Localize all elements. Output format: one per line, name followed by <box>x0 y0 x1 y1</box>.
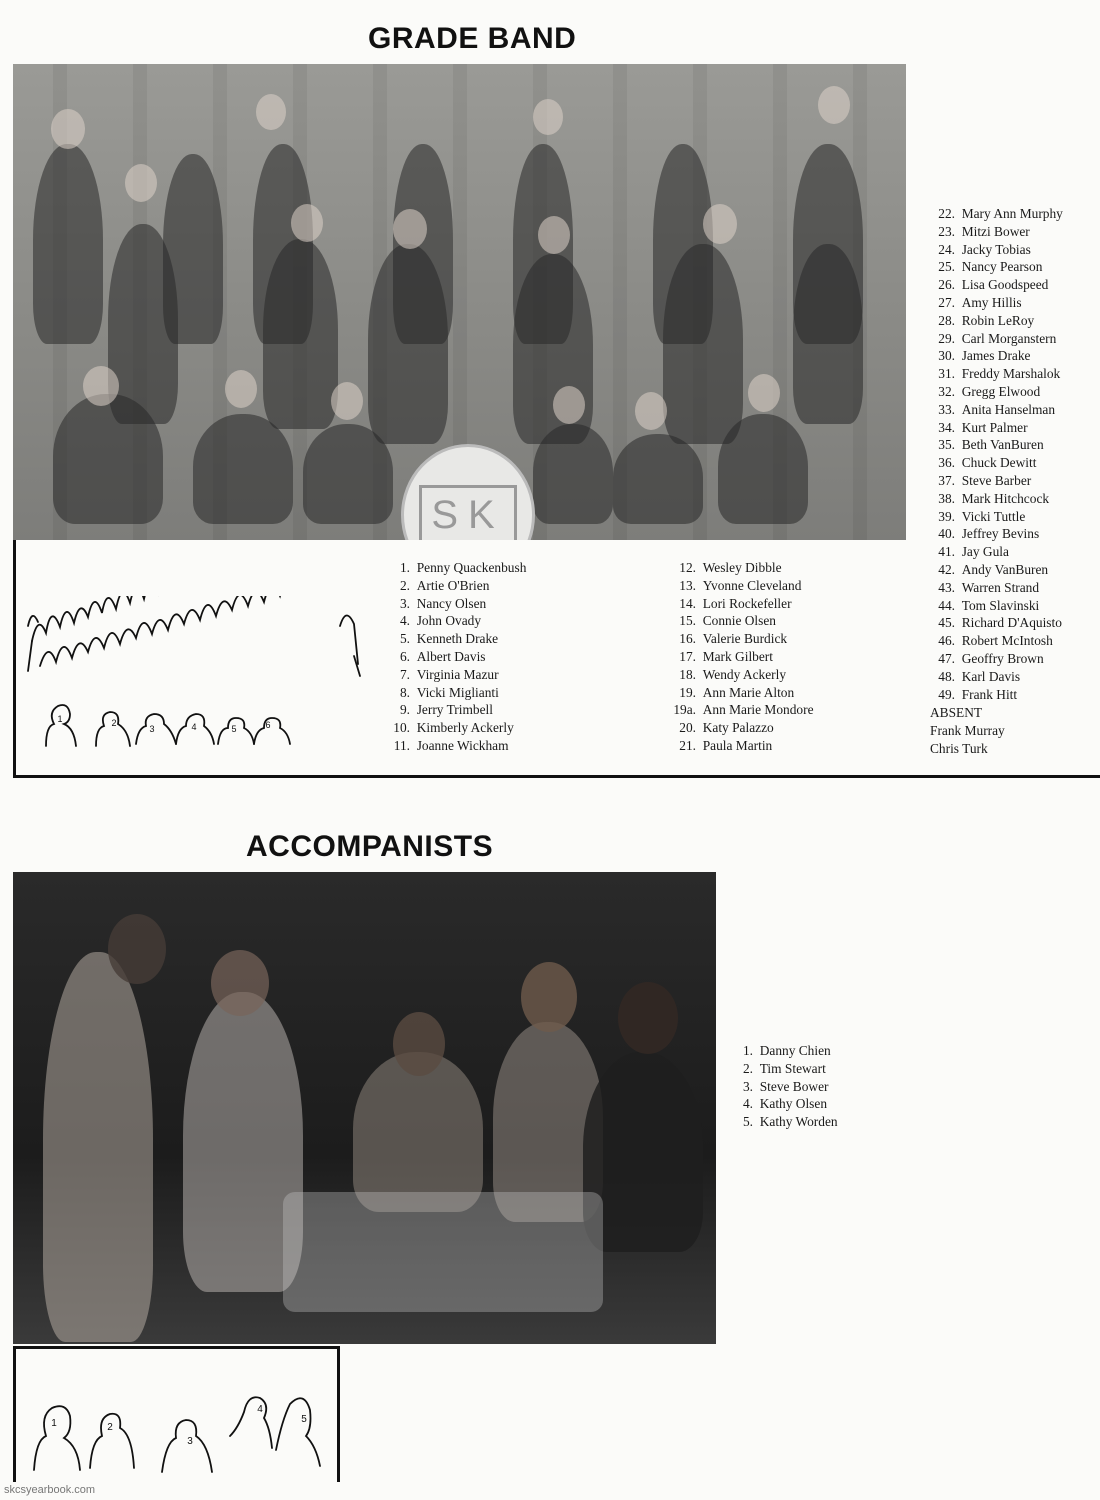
entry-number: 10. <box>393 720 410 736</box>
entry-name: Mary Ann Murphy <box>961 206 1063 221</box>
entry-name: John Ovady <box>416 613 482 629</box>
entry-name: Steve Bower <box>759 1078 829 1094</box>
entry-number: 30. <box>938 348 955 364</box>
name-entry <box>660 666 814 684</box>
entry-name: Valerie Burdick <box>702 631 788 647</box>
name-entry <box>930 436 1063 454</box>
acc-key-top-rule <box>13 1346 340 1349</box>
key-label-4: 4 <box>191 722 197 732</box>
grade-band-photo <box>13 64 906 540</box>
key-label-3: 3 <box>149 724 155 734</box>
acc-key-label-2: 2 <box>107 1422 113 1433</box>
entry-number: 28. <box>938 312 955 328</box>
acc-key-right-rule <box>337 1346 340 1482</box>
entry-number: 43. <box>938 579 955 595</box>
entry-name: Yvonne Cleveland <box>702 577 802 593</box>
entry-name: Paula Martin <box>702 737 773 753</box>
entry-name: Frank Hitt <box>961 686 1018 702</box>
entry-name: Tom Slavinski <box>961 597 1040 613</box>
name-entry <box>930 525 1063 543</box>
entry-name: Danny Chien <box>759 1043 831 1058</box>
acc-key-label-5: 5 <box>301 1414 307 1425</box>
name-entry <box>738 1078 838 1096</box>
entry-number: 14. <box>679 595 696 611</box>
name-entry <box>930 401 1063 419</box>
name-entry <box>930 276 1063 294</box>
accompanists-position-key <box>20 1360 330 1480</box>
name-entry <box>382 666 526 684</box>
entry-name: Andy VanBuren <box>961 561 1049 577</box>
entry-number: 35. <box>938 437 955 453</box>
entry-number: 17. <box>679 648 696 664</box>
entry-name: Kimberly Ackerly <box>416 720 514 736</box>
entry-number: 24. <box>938 241 955 257</box>
name-entry <box>382 577 526 595</box>
entry-name: Mark Gilbert <box>702 648 773 664</box>
band-names-column-3 <box>930 205 1063 703</box>
entry-number: 8. <box>399 684 410 700</box>
entry-number: 20. <box>679 720 696 736</box>
entry-number: 34. <box>938 419 955 435</box>
name-entry <box>382 684 526 702</box>
entry-name: Kurt Palmer <box>961 419 1028 435</box>
entry-name: Vicki Miglianti <box>416 684 499 700</box>
entry-name: Anita Hanselman <box>961 401 1056 417</box>
entry-name: Richard D'Aquisto <box>961 615 1062 631</box>
name-entry <box>738 1060 838 1078</box>
entry-number: 2. <box>399 577 410 593</box>
name-entry <box>930 632 1063 650</box>
name-entry <box>930 668 1063 686</box>
acc-key-left-rule <box>13 1346 16 1482</box>
entry-number: 3. <box>399 595 410 611</box>
entry-name: Geoffry Brown <box>961 650 1044 666</box>
entry-number: 49. <box>938 686 955 702</box>
entry-name: Warren Strand <box>961 579 1040 595</box>
name-entry <box>930 597 1063 615</box>
entry-number: 19a. <box>673 702 696 718</box>
entry-name: Kathy Worden <box>759 1114 838 1130</box>
name-entry <box>930 258 1063 276</box>
name-entry <box>660 612 814 630</box>
entry-name: Gregg Elwood <box>961 383 1041 399</box>
acc-key-outline-4 <box>230 1397 272 1448</box>
entry-number: 4. <box>399 613 410 629</box>
entry-name: Lisa Goodspeed <box>961 277 1049 293</box>
entry-name: Vicki Tuttle <box>961 508 1026 524</box>
entry-name: Nancy Pearson <box>961 259 1043 275</box>
entry-number: 48. <box>938 668 955 684</box>
name-entry <box>738 1113 838 1131</box>
entry-name: Robert McIntosh <box>961 633 1053 649</box>
entry-name: Artie O'Brien <box>416 577 490 593</box>
entry-number: 5. <box>742 1114 753 1130</box>
entry-number: 22. <box>938 206 955 221</box>
absent-name-2: Chris Turk <box>930 740 988 756</box>
name-entry <box>930 365 1063 383</box>
key-label-2: 2 <box>111 718 117 728</box>
name-entry <box>930 686 1063 704</box>
entry-name: Albert Davis <box>416 648 486 664</box>
name-entry <box>660 701 814 719</box>
entry-name: Kenneth Drake <box>416 631 499 647</box>
entry-number: 41. <box>938 544 955 560</box>
key-label-5: 5 <box>231 724 237 734</box>
bass-drum <box>401 444 535 540</box>
accompanists-photo <box>13 872 716 1344</box>
name-entry <box>930 614 1063 632</box>
name-entry <box>660 648 814 666</box>
key-label-6: 6 <box>265 720 271 730</box>
entry-name: Penny Quackenbush <box>416 560 527 575</box>
entry-name: Virginia Mazur <box>416 666 499 682</box>
drum-letters: SK <box>419 485 517 540</box>
entry-name: Freddy Marshalok <box>961 366 1061 382</box>
band-names-column-2 <box>660 559 814 755</box>
entry-name: Jerry Trimbell <box>416 702 493 718</box>
entry-number: 16. <box>679 631 696 647</box>
entry-number: 4. <box>742 1096 753 1112</box>
accompanists-names <box>738 1042 838 1131</box>
entry-name: Katy Palazzo <box>702 720 774 736</box>
name-entry <box>930 383 1063 401</box>
name-entry <box>930 205 1063 223</box>
name-entry <box>930 454 1063 472</box>
name-entry <box>660 595 814 613</box>
name-entry <box>930 330 1063 348</box>
name-entry <box>382 595 526 613</box>
entry-name: Mark Hitchcock <box>961 490 1050 506</box>
name-entry <box>382 719 526 737</box>
name-entry <box>930 508 1063 526</box>
name-entry <box>930 543 1063 561</box>
name-entry <box>930 347 1063 365</box>
absent-label: ABSENT <box>930 705 983 720</box>
name-entry <box>660 630 814 648</box>
band-names-column-1 <box>382 559 526 755</box>
entry-name: Ann Marie Alton <box>702 684 795 700</box>
entry-number: 31. <box>938 366 955 382</box>
name-entry <box>930 490 1063 508</box>
name-entry <box>930 241 1063 259</box>
absent-block <box>930 704 1005 757</box>
acc-key-outline-5 <box>276 1398 320 1466</box>
entry-number: 7. <box>399 666 410 682</box>
entry-name: Tim Stewart <box>759 1060 826 1076</box>
key-label-1: 1 <box>57 714 63 724</box>
name-entry <box>382 648 526 666</box>
entry-name: Beth VanBuren <box>961 437 1044 453</box>
name-entry <box>930 294 1063 312</box>
entry-name: Jacky Tobias <box>961 241 1031 257</box>
name-entry <box>382 559 526 577</box>
entry-number: 27. <box>938 294 955 310</box>
name-entry <box>382 612 526 630</box>
entry-number: 32. <box>938 383 955 399</box>
name-entry <box>738 1095 838 1113</box>
entry-number: 23. <box>938 223 955 239</box>
entry-number: 11. <box>393 737 410 753</box>
entry-name: Jay Gula <box>961 544 1009 560</box>
name-entry <box>930 312 1063 330</box>
entry-number: 15. <box>679 613 696 629</box>
name-entry <box>930 472 1063 490</box>
absent-name-1: Frank Murray <box>930 722 1005 738</box>
name-entry <box>660 719 814 737</box>
entry-number: 37. <box>938 472 955 488</box>
entry-name: Chuck Dewitt <box>961 455 1037 471</box>
entry-name: Lori Rockefeller <box>702 595 792 611</box>
entry-name: Connie Olsen <box>702 613 776 629</box>
acc-key-label-4: 4 <box>257 1404 263 1415</box>
key-crowd-outlines <box>28 596 360 676</box>
name-entry <box>382 737 526 755</box>
entry-number: 9. <box>399 702 410 718</box>
entry-number: 13. <box>679 577 696 593</box>
entry-number: 47. <box>938 650 955 666</box>
entry-number: 25. <box>938 259 955 275</box>
entry-number: 33. <box>938 401 955 417</box>
entry-number: 38. <box>938 490 955 506</box>
name-entry <box>660 737 814 755</box>
band-bottom-rule <box>13 775 1100 778</box>
entry-name: Joanne Wickham <box>416 737 509 753</box>
entry-number: 6. <box>399 648 410 664</box>
entry-number: 5. <box>399 631 410 647</box>
grade-band-title: GRADE BAND <box>368 22 577 55</box>
acc-key-label-1: 1 <box>51 1418 57 1429</box>
entry-number: 1. <box>399 560 410 575</box>
entry-number: 3. <box>742 1078 753 1094</box>
entry-name: Wendy Ackerly <box>702 666 787 682</box>
entry-name: Mitzi Bower <box>961 223 1030 239</box>
entry-number: 12. <box>679 560 696 575</box>
entry-number: 29. <box>938 330 955 346</box>
entry-name: Jeffrey Bevins <box>961 526 1040 542</box>
name-entry <box>660 559 814 577</box>
entry-name: Nancy Olsen <box>416 595 487 611</box>
name-entry <box>930 419 1063 437</box>
entry-name: James Drake <box>961 348 1031 364</box>
name-entry <box>930 561 1063 579</box>
name-entry <box>382 630 526 648</box>
entry-number: 40. <box>938 526 955 542</box>
entry-number: 44. <box>938 597 955 613</box>
watermark: skcsyearbook.com <box>4 1484 96 1496</box>
entry-number: 36. <box>938 455 955 471</box>
entry-name: Karl Davis <box>961 668 1021 684</box>
entry-number: 46. <box>938 633 955 649</box>
entry-number: 1. <box>742 1043 753 1058</box>
name-entry <box>660 577 814 595</box>
entry-name: Amy Hillis <box>961 294 1022 310</box>
entry-name: Steve Barber <box>961 472 1032 488</box>
entry-number: 2. <box>742 1060 753 1076</box>
entry-number: 45. <box>938 615 955 631</box>
name-entry <box>382 701 526 719</box>
entry-number: 21. <box>679 737 696 753</box>
key-front-row-outlines <box>46 705 290 746</box>
entry-number: 42. <box>938 561 955 577</box>
entry-number: 39. <box>938 508 955 524</box>
acc-key-outline-1 <box>34 1406 80 1470</box>
entry-number: 19. <box>679 684 696 700</box>
name-entry <box>930 579 1063 597</box>
name-entry <box>930 650 1063 668</box>
entry-name: Robin LeRoy <box>961 312 1035 328</box>
name-entry <box>930 223 1063 241</box>
entry-number: 26. <box>938 277 955 293</box>
entry-name: Ann Marie Mondore <box>702 702 814 718</box>
name-entry <box>738 1042 838 1060</box>
band-left-border <box>13 540 16 778</box>
entry-name: Carl Morganstern <box>961 330 1057 346</box>
entry-number: 18. <box>679 666 696 682</box>
name-entry <box>660 684 814 702</box>
accompanists-title: ACCOMPANISTS <box>246 830 494 863</box>
grade-band-position-key <box>20 596 370 756</box>
entry-name: Kathy Olsen <box>759 1096 828 1112</box>
acc-key-label-3: 3 <box>187 1436 193 1447</box>
entry-name: Wesley Dibble <box>702 560 782 575</box>
